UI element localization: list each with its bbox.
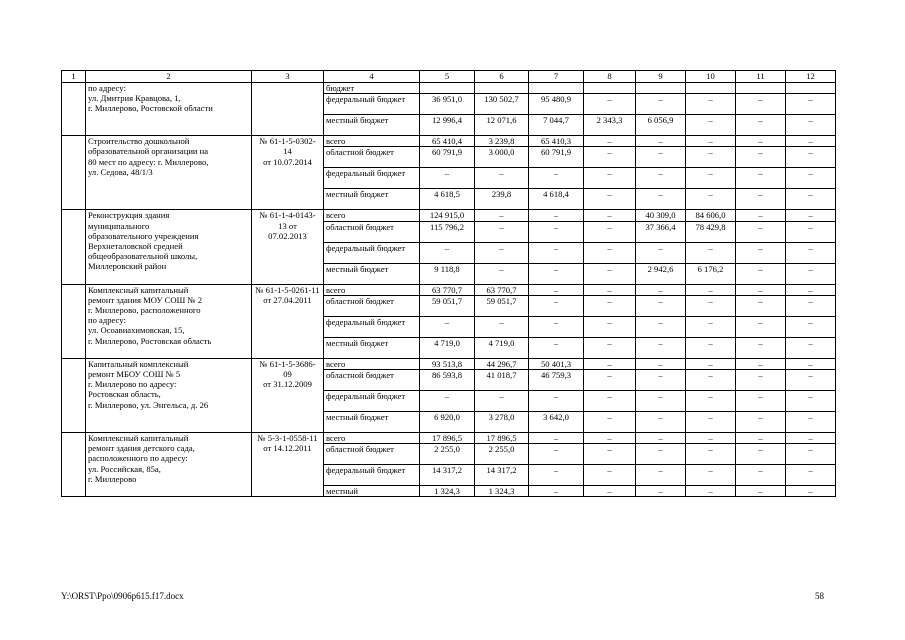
- row-number-cell: [62, 136, 86, 210]
- amount-cell: 6 920,0: [420, 412, 475, 433]
- amount-cell: –: [686, 136, 736, 147]
- amount-cell: –: [736, 284, 786, 295]
- amount-cell: 36 951,0: [420, 94, 475, 115]
- amount-cell: –: [686, 284, 736, 295]
- amount-cell: –: [686, 358, 736, 369]
- amount-cell: 3 000,0: [475, 147, 529, 168]
- object-name-line: Комплексный капитальный: [88, 433, 189, 444]
- document-line: 09: [283, 369, 292, 380]
- object-name-line: расположенного по адресу:: [88, 453, 188, 464]
- funding-source-cell: всего: [324, 433, 420, 444]
- column-number: 9: [636, 71, 686, 83]
- amount-cell: –: [636, 433, 686, 444]
- amount-cell: –: [736, 295, 786, 316]
- amount-cell: –: [636, 242, 686, 263]
- amount-cell: –: [420, 168, 475, 189]
- amount-cell: 1 324,3: [475, 486, 529, 497]
- amount-cell: –: [786, 465, 836, 486]
- amount-cell: [686, 83, 736, 94]
- amount-cell: 65 410,4: [420, 136, 475, 147]
- amount-cell: –: [786, 168, 836, 189]
- amount-cell: –: [584, 486, 636, 497]
- amount-cell: 1 324,3: [420, 486, 475, 497]
- amount-cell: 40 309,0: [636, 210, 686, 221]
- amount-cell: –: [584, 433, 636, 444]
- amount-cell: 239,8: [475, 189, 529, 210]
- object-name-line: ул. Осоавиахимовская, 15,: [88, 325, 185, 336]
- amount-cell: –: [736, 412, 786, 433]
- column-number: 2: [86, 71, 252, 83]
- amount-cell: –: [686, 189, 736, 210]
- object-name-cell: [86, 210, 252, 284]
- amount-cell: –: [584, 391, 636, 412]
- amount-cell: 2 255,0: [475, 444, 529, 465]
- funding-source-cell: областной бюджет: [324, 221, 420, 242]
- amount-cell: –: [736, 242, 786, 263]
- amount-cell: –: [686, 391, 736, 412]
- funding-source-cell: федеральный бюджет: [324, 391, 420, 412]
- amount-cell: 3 278,0: [475, 412, 529, 433]
- amount-cell: –: [736, 316, 786, 337]
- amount-cell: –: [584, 263, 636, 284]
- column-number: 6: [475, 71, 529, 83]
- amount-cell: –: [636, 284, 686, 295]
- object-name-line: ремонт здания МОУ СОШ № 2: [88, 294, 203, 305]
- object-name-line: г. Миллерово, Ростовская область: [88, 335, 212, 346]
- object-name-line: Комплексный капитальный: [88, 284, 189, 295]
- amount-cell: –: [636, 358, 686, 369]
- amount-cell: –: [736, 391, 786, 412]
- amount-cell: [420, 83, 475, 94]
- row-number-cell: [62, 284, 86, 358]
- amount-cell: –: [529, 295, 584, 316]
- amount-cell: 2 942,6: [636, 263, 686, 284]
- amount-cell: 4 618,5: [420, 189, 475, 210]
- amount-cell: 46 759,3: [529, 370, 584, 391]
- amount-cell: –: [686, 370, 736, 391]
- amount-cell: –: [636, 136, 686, 147]
- object-name-line: по адресу:: [88, 83, 126, 93]
- amount-cell: –: [529, 221, 584, 242]
- object-name-line: Реконструкция здания: [88, 210, 170, 221]
- amount-cell: –: [736, 444, 786, 465]
- amount-cell: 12 996,4: [420, 115, 475, 136]
- amount-cell: –: [636, 370, 686, 391]
- amount-cell: [584, 83, 636, 94]
- amount-cell: 3 239,8: [475, 136, 529, 147]
- amount-cell: –: [475, 221, 529, 242]
- amount-cell: –: [584, 444, 636, 465]
- amount-cell: –: [636, 168, 686, 189]
- document-line: 13 от: [278, 220, 297, 231]
- amount-cell: –: [636, 316, 686, 337]
- amount-cell: –: [736, 147, 786, 168]
- row-number-cell: [62, 210, 86, 284]
- amount-cell: 130 502,7: [475, 94, 529, 115]
- amount-cell: –: [420, 242, 475, 263]
- document-line: 14: [283, 146, 292, 157]
- amount-cell: –: [686, 242, 736, 263]
- document-cell: [252, 210, 324, 284]
- table-row: [62, 284, 836, 295]
- document-line: от 27.04.2011: [263, 294, 312, 305]
- amount-cell: –: [529, 465, 584, 486]
- amount-cell: 60 791,9: [420, 147, 475, 168]
- amount-cell: 59 051,7: [475, 295, 529, 316]
- header-row: [62, 71, 836, 83]
- amount-cell: [636, 83, 686, 94]
- amount-cell: –: [475, 242, 529, 263]
- amount-cell: 2 343,3: [584, 115, 636, 136]
- amount-cell: 6 056,9: [636, 115, 686, 136]
- amount-cell: [529, 83, 584, 94]
- row-number-cell: [62, 433, 86, 497]
- amount-cell: 124 915,0: [420, 210, 475, 221]
- document-cell: [252, 358, 324, 432]
- amount-cell: 14 317,2: [475, 465, 529, 486]
- amount-cell: 59 051,7: [420, 295, 475, 316]
- amount-cell: –: [636, 465, 686, 486]
- document-line: № 5-3-1-0558-11: [257, 433, 318, 444]
- amount-cell: –: [584, 189, 636, 210]
- amount-cell: –: [786, 147, 836, 168]
- amount-cell: –: [736, 210, 786, 221]
- amount-cell: –: [529, 391, 584, 412]
- funding-source-cell: местный бюджет: [324, 189, 420, 210]
- amount-cell: –: [686, 115, 736, 136]
- funding-source-cell: бюджет: [324, 83, 420, 94]
- footer-file-path: Y:\ORST\Ppo\0906p615.f17.docx: [61, 591, 184, 601]
- amount-cell: –: [584, 370, 636, 391]
- amount-cell: 17 896,5: [420, 433, 475, 444]
- object-name-line: г. Миллерово по адресу:: [88, 379, 177, 390]
- amount-cell: [475, 83, 529, 94]
- amount-cell: –: [686, 433, 736, 444]
- document-cell: [252, 284, 324, 358]
- amount-cell: –: [736, 189, 786, 210]
- amount-cell: –: [529, 263, 584, 284]
- amount-cell: –: [636, 486, 686, 497]
- amount-cell: –: [736, 168, 786, 189]
- funding-source-cell: федеральный бюджет: [324, 316, 420, 337]
- amount-cell: –: [636, 444, 686, 465]
- amount-cell: –: [736, 433, 786, 444]
- amount-cell: –: [584, 168, 636, 189]
- amount-cell: –: [529, 433, 584, 444]
- amount-cell: –: [736, 337, 786, 358]
- object-name-line: Миллеровский район: [88, 261, 167, 272]
- amount-cell: 2 255,0: [420, 444, 475, 465]
- document-line: № 61-1-5-0302-: [259, 136, 316, 147]
- funding-source-cell: всего: [324, 284, 420, 295]
- object-name-line: г. Миллерово, расположенного: [88, 305, 201, 316]
- object-name-line: Ростовская область,: [88, 389, 161, 400]
- object-name-line: Строительство дошкольной: [88, 136, 190, 147]
- page-number: 58: [815, 591, 824, 601]
- funding-source-cell: всего: [324, 210, 420, 221]
- amount-cell: –: [786, 358, 836, 369]
- amount-cell: –: [786, 189, 836, 210]
- document-cell: [252, 433, 324, 497]
- column-number: 3: [252, 71, 324, 83]
- amount-cell: –: [420, 391, 475, 412]
- object-name-cell: [86, 136, 252, 210]
- amount-cell: –: [736, 486, 786, 497]
- document-line: 07.02.2013: [268, 230, 307, 241]
- amount-cell: –: [529, 316, 584, 337]
- amount-cell: –: [686, 444, 736, 465]
- document-line: от 10.07.2014: [263, 156, 312, 167]
- funding-source-cell: всего: [324, 358, 420, 369]
- document-line: от 14.12.2011: [263, 443, 312, 454]
- amount-cell: 84 606,0: [686, 210, 736, 221]
- column-number: 12: [786, 71, 836, 83]
- table-row: [62, 210, 836, 221]
- row-number-cell: [62, 83, 86, 136]
- amount-cell: –: [584, 284, 636, 295]
- amount-cell: 115 796,2: [420, 221, 475, 242]
- amount-cell: –: [786, 486, 836, 497]
- amount-cell: 17 896,5: [475, 433, 529, 444]
- amount-cell: –: [636, 295, 686, 316]
- amount-cell: –: [736, 358, 786, 369]
- amount-cell: 3 642,0: [529, 412, 584, 433]
- amount-cell: –: [420, 316, 475, 337]
- funding-source-cell: местный бюджет: [324, 263, 420, 284]
- funding-source-cell: федеральный бюджет: [324, 94, 420, 115]
- amount-cell: 7 044,7: [529, 115, 584, 136]
- amount-cell: –: [529, 486, 584, 497]
- funding-source-cell: местный: [324, 486, 420, 497]
- amount-cell: –: [529, 210, 584, 221]
- amount-cell: 4 719,0: [420, 337, 475, 358]
- funding-source-cell: всего: [324, 136, 420, 147]
- object-name-line: ул. Дмитрия Кравцова, 1,: [88, 93, 181, 104]
- amount-cell: –: [786, 433, 836, 444]
- amount-cell: –: [686, 337, 736, 358]
- amount-cell: 9 118,8: [420, 263, 475, 284]
- amount-cell: –: [584, 94, 636, 115]
- amount-cell: –: [475, 391, 529, 412]
- amount-cell: –: [786, 370, 836, 391]
- amount-cell: 78 429,8: [686, 221, 736, 242]
- amount-cell: 50 401,3: [529, 358, 584, 369]
- amount-cell: –: [529, 444, 584, 465]
- amount-cell: 95 480,9: [529, 94, 584, 115]
- amount-cell: –: [584, 210, 636, 221]
- object-name-line: ремонт здания детского сада,: [88, 443, 195, 454]
- row-number-cell: [62, 358, 86, 432]
- amount-cell: –: [686, 94, 736, 115]
- amount-cell: –: [786, 412, 836, 433]
- amount-cell: –: [786, 221, 836, 242]
- column-number: 11: [736, 71, 786, 83]
- amount-cell: 6 176,2: [686, 263, 736, 284]
- amount-cell: –: [736, 94, 786, 115]
- amount-cell: –: [529, 284, 584, 295]
- funding-source-cell: местный бюджет: [324, 412, 420, 433]
- amount-cell: –: [584, 221, 636, 242]
- amount-cell: –: [686, 168, 736, 189]
- amount-cell: –: [475, 316, 529, 337]
- funding-source-cell: местный бюджет: [324, 337, 420, 358]
- object-name-line: ул. Российская, 85а,: [88, 463, 161, 474]
- amount-cell: 37 366,4: [636, 221, 686, 242]
- amount-cell: –: [786, 115, 836, 136]
- amount-cell: –: [686, 412, 736, 433]
- object-name-line: Верхнеталовской средней: [88, 241, 183, 252]
- amount-cell: –: [584, 316, 636, 337]
- amount-cell: 44 296,7: [475, 358, 529, 369]
- object-name-line: общеобразовательной школы,: [88, 251, 198, 262]
- amount-cell: –: [636, 412, 686, 433]
- funding-source-cell: областной бюджет: [324, 444, 420, 465]
- amount-cell: –: [529, 168, 584, 189]
- amount-cell: –: [686, 486, 736, 497]
- object-name-cell: [86, 433, 252, 497]
- amount-cell: –: [686, 295, 736, 316]
- amount-cell: 4 618,4: [529, 189, 584, 210]
- amount-cell: 4 719,0: [475, 337, 529, 358]
- amount-cell: –: [786, 210, 836, 221]
- amount-cell: –: [636, 147, 686, 168]
- object-name-cell: [86, 83, 252, 136]
- table-row: [62, 358, 836, 369]
- object-name-line: г. Миллерово, Ростовской области: [88, 103, 213, 114]
- amount-cell: –: [475, 263, 529, 284]
- amount-cell: –: [584, 242, 636, 263]
- amount-cell: –: [475, 168, 529, 189]
- object-name-line: 80 мест по адресу: г. Миллерово,: [88, 156, 209, 167]
- object-name-line: г. Миллерово, ул. Энгельса, д. 26: [88, 399, 209, 410]
- table-body: [62, 71, 836, 497]
- funding-source-cell: областной бюджет: [324, 295, 420, 316]
- column-number: 5: [420, 71, 475, 83]
- amount-cell: –: [584, 337, 636, 358]
- column-number: 8: [584, 71, 636, 83]
- amount-cell: 14 317,2: [420, 465, 475, 486]
- amount-cell: –: [786, 136, 836, 147]
- amount-cell: 93 513,8: [420, 358, 475, 369]
- table-row: [62, 433, 836, 444]
- funding-source-cell: федеральный бюджет: [324, 242, 420, 263]
- amount-cell: –: [529, 337, 584, 358]
- object-name-line: ремонт МБОУ СОШ № 5: [88, 369, 181, 380]
- table-row: [62, 136, 836, 147]
- amount-cell: 63 770,7: [475, 284, 529, 295]
- object-name-cell: [86, 284, 252, 358]
- column-number: 10: [686, 71, 736, 83]
- amount-cell: 65 410,3: [529, 136, 584, 147]
- document-line: № 61-1-5-3686-: [259, 358, 316, 369]
- amount-cell: [736, 83, 786, 94]
- object-name-cell: [86, 358, 252, 432]
- object-name-line: образовательной организации на: [88, 146, 209, 157]
- document-cell: [252, 83, 324, 136]
- funding-source-cell: областной бюджет: [324, 147, 420, 168]
- amount-cell: [786, 83, 836, 94]
- funding-source-cell: федеральный бюджет: [324, 465, 420, 486]
- column-number: 4: [324, 71, 420, 83]
- funding-source-cell: местный бюджет: [324, 115, 420, 136]
- amount-cell: –: [786, 263, 836, 284]
- object-name-line: Капитальный комплексный: [88, 358, 189, 369]
- amount-cell: –: [786, 337, 836, 358]
- amount-cell: –: [786, 391, 836, 412]
- amount-cell: –: [736, 136, 786, 147]
- amount-cell: –: [529, 242, 584, 263]
- amount-cell: 86 593,8: [420, 370, 475, 391]
- object-name-line: ул. Седова, 48/1/3: [88, 166, 153, 177]
- amount-cell: –: [786, 242, 836, 263]
- amount-cell: –: [786, 284, 836, 295]
- amount-cell: –: [786, 94, 836, 115]
- amount-cell: –: [686, 465, 736, 486]
- amount-cell: –: [636, 391, 686, 412]
- amount-cell: 63 770,7: [420, 284, 475, 295]
- amount-cell: –: [475, 210, 529, 221]
- amount-cell: –: [736, 221, 786, 242]
- amount-cell: 60 791,9: [529, 147, 584, 168]
- amount-cell: –: [786, 444, 836, 465]
- table-row: [62, 83, 836, 94]
- amount-cell: –: [636, 189, 686, 210]
- amount-cell: 12 071,6: [475, 115, 529, 136]
- amount-cell: –: [636, 94, 686, 115]
- amount-cell: 41 018,7: [475, 370, 529, 391]
- amount-cell: –: [584, 136, 636, 147]
- amount-cell: –: [686, 147, 736, 168]
- amount-cell: –: [584, 358, 636, 369]
- amount-cell: –: [584, 295, 636, 316]
- amount-cell: –: [584, 465, 636, 486]
- document-line: № 61-1-5-0261-11: [255, 284, 320, 295]
- funding-source-cell: областной бюджет: [324, 370, 420, 391]
- amount-cell: –: [736, 263, 786, 284]
- amount-cell: –: [736, 370, 786, 391]
- object-name-line: муниципального: [88, 220, 150, 231]
- budget-table: [61, 70, 836, 497]
- object-name-line: по адресу:: [88, 315, 126, 326]
- amount-cell: –: [584, 147, 636, 168]
- funding-source-cell: федеральный бюджет: [324, 168, 420, 189]
- object-name-line: г. Миллерово: [88, 473, 137, 484]
- column-number: 1: [62, 71, 86, 83]
- document-line: № 61-1-4-0143-: [259, 210, 316, 221]
- document-cell: [252, 136, 324, 210]
- document-line: от 31.12.2009: [263, 379, 312, 390]
- amount-cell: –: [786, 316, 836, 337]
- amount-cell: –: [736, 465, 786, 486]
- amount-cell: –: [736, 115, 786, 136]
- amount-cell: –: [636, 337, 686, 358]
- amount-cell: –: [686, 316, 736, 337]
- column-number: 7: [529, 71, 584, 83]
- amount-cell: –: [786, 295, 836, 316]
- amount-cell: –: [584, 412, 636, 433]
- object-name-line: образовательного учреждения: [88, 230, 199, 241]
